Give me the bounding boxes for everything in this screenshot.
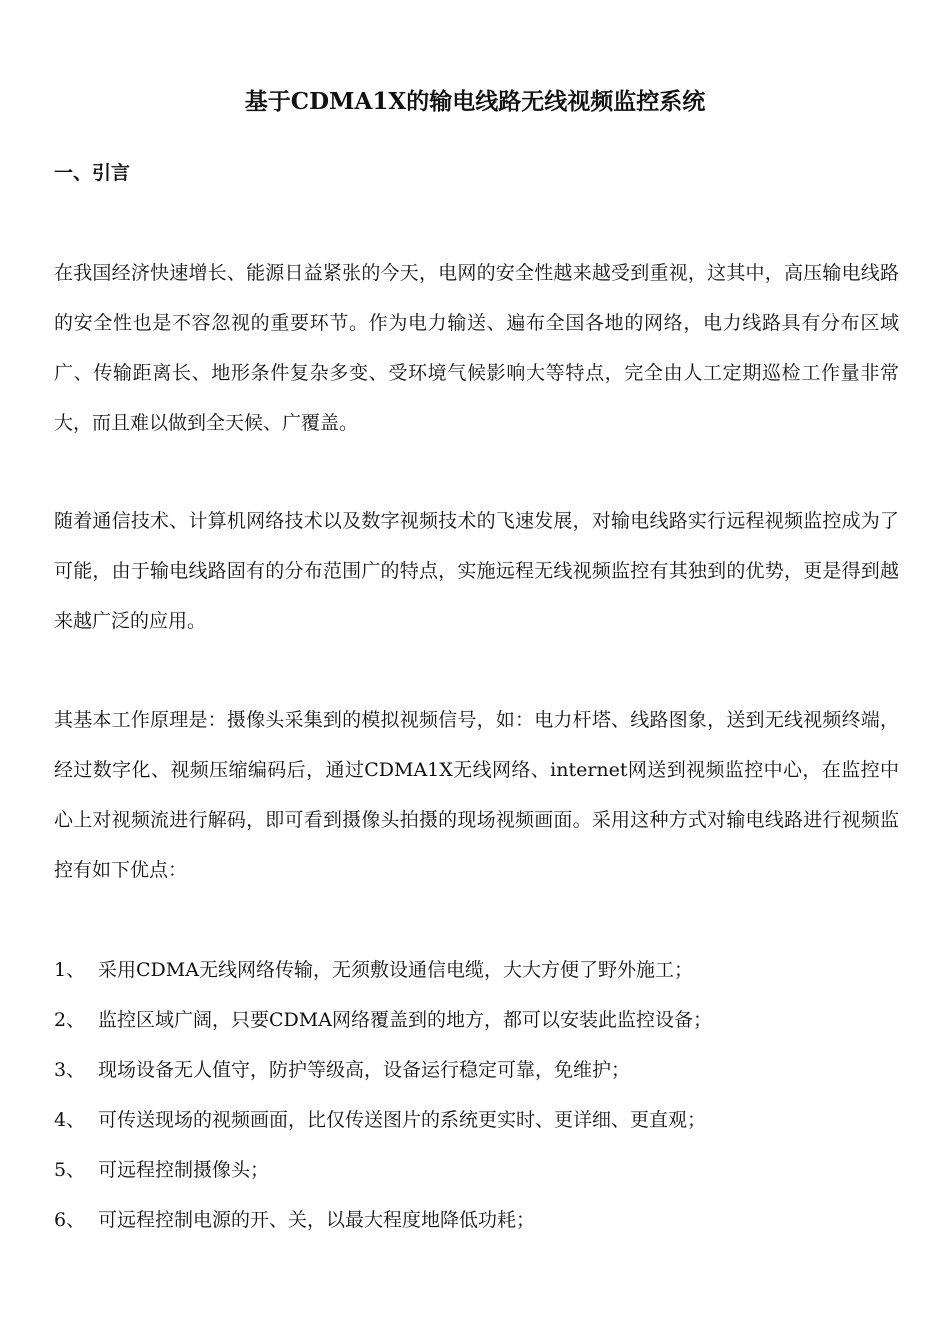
list-item-number: 6、 (54, 1209, 86, 1231)
list-item-text: 采用CDMA无线网络传输，无须敷设通信电缆，大大方便了野外施工； (98, 959, 693, 981)
paragraph-intro: 在我国经济快速增长、能源日益紧张的今天，电网的安全性越来越受到重视，这其中，高压输电线路的安全性也是不容忽视的重要环节。作为电力输送、遍布全国各地的网络，电力线路具有分布区域广、传输距离长、地形条件复杂多变、受环境气候影响大等特点，完全由人工定期巡检工作量非常大，而且难以做到全天候、广覆盖。 (54, 262, 899, 434)
list-item-text: 现场设备无人值守，防护等级高，设备运行稳定可靠，免维护； (98, 1059, 631, 1081)
list-item (54, 995, 899, 1045)
list-item-number: 2、 (54, 1009, 86, 1031)
list-item (54, 1045, 899, 1095)
list-item-number: 5、 (54, 1159, 86, 1181)
list-item-number: 4、 (54, 1109, 86, 1131)
list-item-text: 可传送现场的视频画面，比仅传送图片的系统更实时、更详细、更直观； (98, 1109, 707, 1131)
section-heading: 一、引言 (54, 162, 131, 184)
list-item-text: 可远程控制电源的开、关，以最大程度地降低功耗； (98, 1209, 536, 1231)
list-item-text: 监控区域广阔，只要CDMA网络覆盖到的地方，都可以安装此监控设备； (98, 1009, 712, 1031)
list-item (54, 945, 899, 995)
paragraph-development: 随着通信技术、计算机网络技术以及数字视频技术的飞速发展，对输电线路实行远程视频监控成为了可能，由于输电线路固有的分布范围广的特点，实施远程无线视频监控有其独到的优势，更是得到越来越广泛的应用。 (54, 510, 899, 632)
list-item-number: 1、 (54, 959, 86, 981)
document-title: 基于CDMA1X的输电线路无线视频监控系统 (244, 88, 706, 115)
paragraph-principle: 其基本工作原理是：摄像头采集到的模拟视频信号，如：电力杆塔、线路图象，送到无线视频终端，经过数字化、视频压缩编码后，通过CDMA1X无线网络、internet网送到视频监控中心，在监控中心上对视频流进行解码，即可看到摄像头拍摄的现场视频画面。采用这种方式对输电线路进行视频监控有如下优点： (54, 709, 899, 881)
list-item-text: 可远程控制摄像头； (98, 1159, 270, 1181)
list-item-number: 3、 (54, 1059, 86, 1081)
advantages-list (54, 945, 899, 1245)
list-item (54, 1145, 899, 1195)
list-item (54, 1095, 899, 1145)
list-item (54, 1195, 899, 1245)
